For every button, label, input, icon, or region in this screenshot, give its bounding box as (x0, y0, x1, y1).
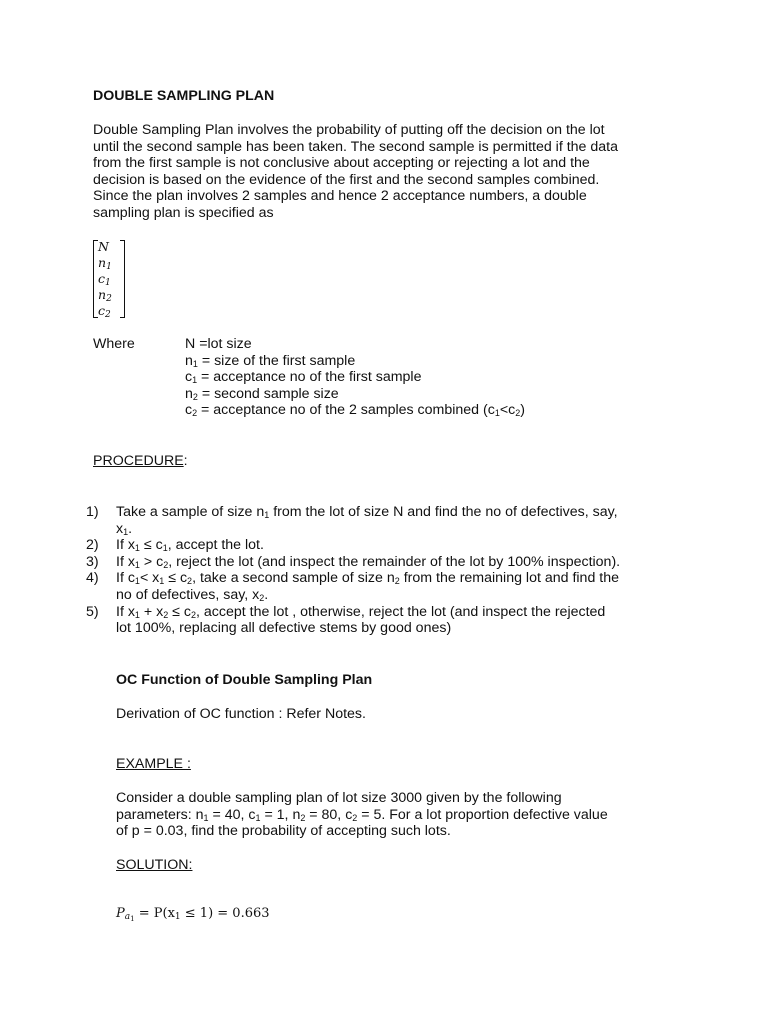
example-paragraph (116, 790, 608, 840)
intro-line: Double Sampling Plan involves the probability of putting off the decision on the lot (93, 122, 605, 138)
right-bracket (120, 240, 125, 318)
example-line: of p = 0.03, find the probability of accepting such lots. (116, 823, 451, 840)
matrix-entry: $n_2$ (98, 287, 112, 304)
matrix-entry: $n_1$ (98, 255, 112, 272)
step-item: 4) If $c_1< x_1 \le c_2$, take a second sample of size $n_2$ from the remaining lot and find the no of defectives, say, $x_2$. (86, 570, 620, 603)
definition-item: $c_2$ = acceptance no of the 2 samples combined $(c_1<c_2)$ (185, 402, 525, 419)
matrix-entry: $c_2$ (98, 303, 111, 320)
oc-derivation-text: Derivation of OC function : Refer Notes. (116, 706, 366, 722)
definition-item: $n_2$ = second sample size (185, 385, 339, 402)
definition-item: $n_1$ = size of the first sample (185, 352, 356, 369)
page-title: DOUBLE SAMPLING PLAN (93, 88, 275, 104)
procedure-heading: PROCEDURE: (93, 453, 188, 469)
definition-item: N =lot size (185, 336, 252, 352)
procedure-steps (86, 504, 686, 637)
intro-line: from the first sample is not conclusive about accepting or rejecting a lot and the (93, 155, 590, 172)
step-item: 1) Take a sample of size $n_1$ from the lot of size N and find the no of defectives, say, $x_1$. (86, 504, 618, 537)
intro-line: until the second sample has been taken. The second sample is permitted if the data (93, 138, 618, 155)
plan-matrix (93, 238, 133, 318)
definition-item: $c_1$ = acceptance no of the first sample (185, 369, 422, 386)
step-item: 2) If $x_1 \le c_1$, accept the lot. (86, 537, 264, 554)
intro-paragraph (93, 122, 713, 222)
solution-heading: SOLUTION: (116, 857, 193, 873)
oc-function-heading: OC Function of Double Sampling Plan (116, 672, 373, 688)
matrix-entry: N (98, 239, 109, 254)
intro-line: sampling plan is specified as (93, 204, 274, 221)
step-item: 5) If $x_1 + x_2 \le c_2$, accept the lot , otherwise, reject the lot (and inspect the rejected lot 100%, replacing all defective stems by good ones) (86, 603, 606, 637)
example-heading: EXAMPLE : (116, 756, 191, 772)
matrix-entry: $c_1$ (98, 271, 111, 288)
where-label: Where (93, 336, 135, 352)
example-line: Consider a double sampling plan of lot size 3000 given by the following (116, 790, 562, 806)
intro-line: Since the plan involves 2 samples and hence 2 acceptance numbers, a double (93, 188, 587, 205)
example-line: parameters: $n_1 = 40$, $c_1 = 1$, $n_2 = 80$, $c_2 = 5$. For a lot proportion defective value (116, 806, 608, 823)
step-item: 3) If $x_1 > c_2$, reject the lot (and inspect the remainder of the lot by 100% inspection). (86, 553, 621, 570)
intro-line: decision is based on the evidence of the first and the second samples combined. (93, 171, 600, 188)
definitions-list (185, 336, 525, 419)
solution-formula: $P_{a_1} = P(x_1 \le 1) = 0.663$ (116, 906, 270, 923)
